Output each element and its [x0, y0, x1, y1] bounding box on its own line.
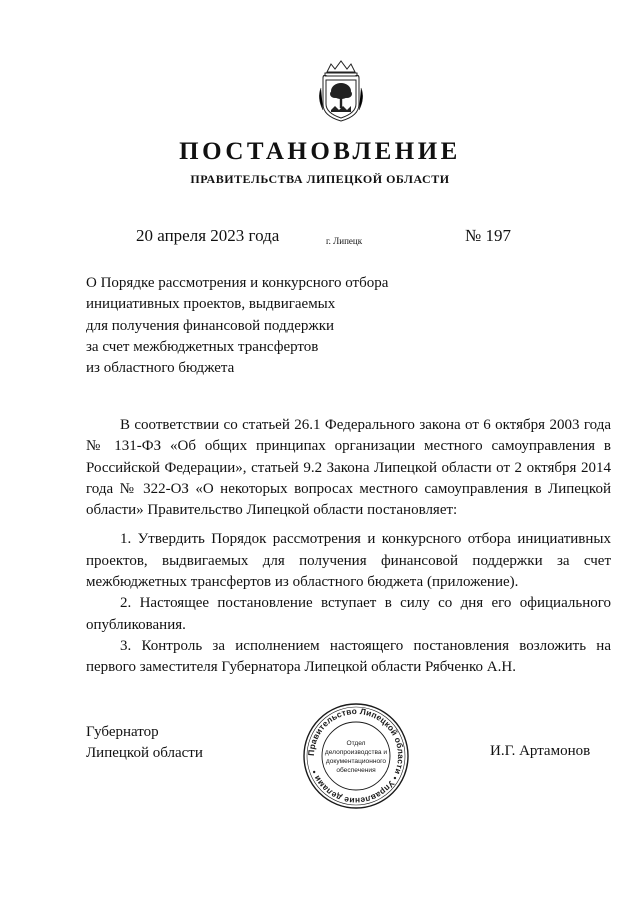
position-line: Липецкой области: [86, 745, 203, 762]
signatory-name: И.Г. Артамонов: [490, 743, 591, 759]
document-subtitle: ПРАВИТЕЛЬСТВА ЛИПЕЦКОЙ ОБЛАСТИ: [190, 172, 450, 186]
coat-of-arms-icon: [315, 58, 367, 124]
item-3-paragraph: [86, 636, 611, 679]
heading-line: О Порядке рассмотрения и конкурсного отбора: [86, 275, 389, 291]
signatory-position: [86, 722, 203, 765]
heading-line: из областного бюджета: [86, 360, 235, 377]
position-line: Губернатор: [86, 724, 159, 740]
heading-line: для получения финансовой поддержки: [86, 317, 335, 334]
body-line: Российской Федерации», статьей 9.2 Закона Липецкой области от 2 октября 2014: [86, 459, 611, 476]
body-line: В соответствии со статьей 26.1 Федерального закона от 6 октября 2003 года: [120, 417, 611, 433]
heading-line: за счет межбюджетных трансфертов: [86, 338, 319, 355]
body-line: 3. Контроль за исполнением настоящего постановления возложить на: [120, 637, 611, 654]
body-line: межбюджетных трансфертов из областного бюджета (приложение).: [86, 574, 519, 591]
document-body: [86, 415, 611, 679]
body-line: 1. Утвердить Порядок рассмотрения и конкурсного отбора инициативных: [120, 531, 611, 548]
body-line: года № 322-ОЗ «О некоторых вопросах местного самоуправления в Липецкой: [86, 480, 611, 497]
stamp-center-line: Отдел: [346, 740, 366, 747]
body-line: опубликования.: [86, 616, 186, 633]
document-title: ПОСТАНОВЛЕНИЕ: [179, 138, 461, 165]
body-line: 2. Настоящее постановление вступает в силу со дня его официального: [120, 595, 611, 612]
body-line: области» Правительство Липецкой области постановляет:: [86, 502, 458, 519]
document-date: 20 апреля 2023 года: [136, 226, 280, 245]
preamble-paragraph: [86, 415, 611, 521]
stamp-ring-text: Правительство Липецкой области • Управление делами •: [305, 705, 407, 807]
official-stamp: [300, 700, 412, 812]
item-1-paragraph: [86, 529, 611, 593]
document-heading: [86, 273, 388, 379]
body-line: проектов, выдвигаемых для получения финансовой поддержки за счет: [86, 552, 611, 569]
document-number: № 197: [465, 226, 511, 245]
body-line: первого заместителя Губернатора Липецкой области Рябченко А.Н.: [86, 659, 516, 676]
stamp-center-line: документационного: [325, 758, 387, 765]
document-city: г. Липецк: [326, 236, 363, 246]
body-line: № 131-ФЗ «Об общих принципах организации местного самоуправления в: [86, 438, 611, 455]
heading-line: инициативных проектов, выдвигаемых: [86, 296, 336, 313]
stamp-center-line: обеспечения: [336, 767, 376, 774]
item-2-paragraph: [86, 593, 611, 636]
stamp-center-line: делопроизводства и: [324, 749, 388, 756]
